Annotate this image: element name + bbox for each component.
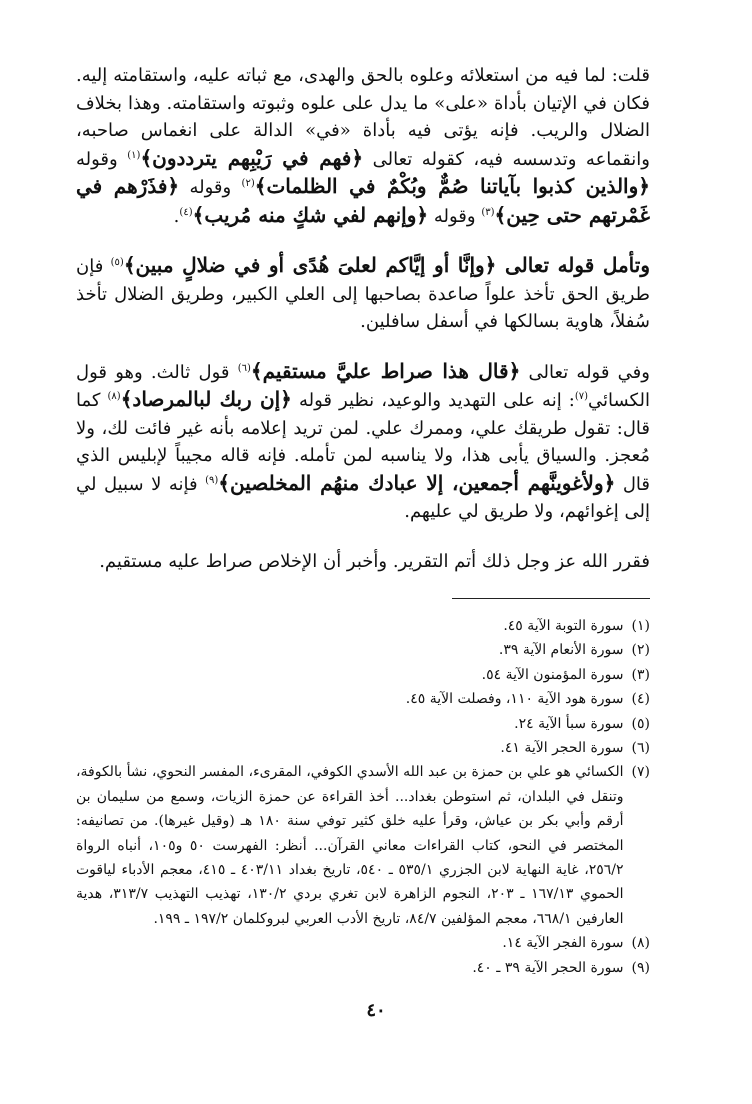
footnote-text: سورة الحجر الآية ٤١. [500, 740, 624, 757]
footnote-ref: (٥) [110, 257, 124, 268]
footnote-text: سورة هود الآية ١١٠، وفصلت الآية ٤٥. [405, 691, 624, 708]
footnote-item [76, 614, 650, 638]
footnote-ref: (١) [127, 149, 141, 161]
text-segment: وقوله [76, 148, 128, 170]
quran-verse: ﴿وإنهم لفي شكٍ منه مُريب﴾ [192, 202, 429, 227]
text-segment: : إنه على التهديد والوعيد، نظير قوله [291, 390, 575, 411]
footnote-number: (٨) [631, 935, 650, 952]
footnote-text: الكسائي هو علي بن حمزة بن عبد الله الأسدي الكوفي، المقرىء، المفسر النحوي، نشأ بالكوفة، وتنقل في البلدان، ثم استوطن بغداد... أخذ القراءة عن حمزة الزيات، وسمع من سليمان بن أرقم وأبي بكر بن عياش، وقرأ عليه خلق كثير توفي سنة ١٨٠ هـ (وقيل غيرها). من تصانيفه: المختصر في النحو، كتاب القراءات معاني القرآن... أنظر: الفهرست ٥٠ و١٠٥، أنباه الرواة ٢٥٦/٢، غاية النهاية لابن الجزري ٥٣٥/١ ـ ٥٤٠، تاريخ بغداد ٤٠٣/١١ ـ ٤١٥، معجم الأدباء لياقوت الحموي ١٦٧/١٣ ـ ٢٠٣، النجوم الزاهرة لابن تغري بردي ١٣٠/٢، تهذيب التهذيب ٣١٣/٧، هدية العارفين ٦٦٨/١، معجم المؤلفين ٨٤/٧، تاريخ الأدب العربي لبروكلمان ١٩٧/٢ ـ ١٩٩. [76, 764, 624, 927]
footnote-item [76, 760, 650, 931]
main-text [76, 62, 650, 597]
footnote-text: سورة المؤمنون الآية ٥٤. [481, 666, 624, 683]
quran-verse: ﴿والذين كذبوا بآياتنا صُمٌّ وبُكْمٌ في الظلمات﴾ [254, 174, 650, 198]
paragraph [76, 358, 650, 526]
quran-verse: ﴿قال هذا صراط عليَّ مستقيم﴾ [250, 358, 521, 383]
footnote-number: (٧) [631, 764, 650, 781]
text-segment: . [173, 205, 180, 227]
quran-verse: ﴿فذَرْهم في غَمْرتهم حتى حِين﴾ [76, 174, 650, 227]
text-segment: وفي قوله تعالى [520, 361, 650, 383]
text-segment: قول ثالث. وهو قول الكسائي [76, 361, 650, 411]
text-segment: فقرر الله عز وجل ذلك أتم التقرير. وأخبر أن الإخلاص صراط عليه مستقيم. [99, 550, 650, 572]
quran-verse: وتأمل قوله تعالى [496, 253, 651, 277]
footnote-ref: (٨) [107, 391, 121, 402]
footnote-number: (٢) [631, 642, 650, 659]
footnote-number: (١) [631, 618, 650, 634]
footnote-ref: (٣) [481, 206, 495, 218]
footnote-text: سورة الأنعام الآية ٣٩. [498, 642, 624, 659]
footnote-ref: (٦) [237, 362, 251, 374]
footnote-item [76, 736, 650, 760]
paragraph [76, 252, 650, 336]
paragraph [76, 548, 650, 576]
footnote-ref: (٧) [574, 391, 588, 402]
footnote-number: (٩) [631, 959, 650, 976]
footnote-item [76, 956, 650, 980]
footnotes [76, 614, 650, 980]
text-segment: كما قال: تقول طريقك علي، وممرك علي. لمن تريد إعلامه بأنه غير فائت لك، ولا مُعجز. والسياق يأبى هذا، ولا يناسبه لمن تأمله. فإنه قاله مجيباً لإبليس الذي قال [76, 390, 651, 495]
footnote-item [76, 931, 650, 955]
footnote-number: (٥) [631, 715, 650, 732]
footnote-item [76, 687, 650, 711]
footnote-number: (٤) [631, 691, 650, 708]
paragraph [76, 62, 650, 230]
footnote-ref: (٢) [241, 178, 255, 189]
quran-verse: ﴿ولأغوينَّهم أجمعين، إلا عبادك منهُم المخلصين﴾ [218, 470, 616, 495]
quran-verse: ﴿وإنَّا أو إيَّاكم لعلىَ هُدًى أو في ضلالٍ مبين﴾ [123, 253, 497, 277]
footnote-text: سورة سبأ الآية ٢٤. [514, 715, 624, 732]
page-number: ٤٠ [366, 1000, 386, 1021]
footnote-number: (٣) [631, 666, 650, 683]
footnote-item [76, 638, 650, 662]
footnote-text: سورة الفجر الآية ١٤. [502, 935, 624, 952]
text-segment: وقوله [179, 177, 242, 198]
footnote-separator [452, 598, 650, 599]
footnote-number: (٦) [631, 740, 650, 757]
text-segment: وقوله [428, 205, 482, 227]
footnote-item [76, 712, 650, 736]
footnote-text: سورة التوبة الآية ٤٥. [503, 618, 624, 634]
footnote-ref: (٩) [205, 474, 219, 486]
quran-verse: ﴿فهم في رَيْبِهم يترددون﴾ [140, 145, 364, 170]
footnote-item [76, 663, 650, 687]
footnote-text: سورة الحجر الآية ٣٩ ـ ٤٠. [472, 959, 624, 976]
footnote-ref: (٤) [179, 206, 193, 218]
quran-verse: ﴿إن ربك لبالمرصاد﴾ [120, 387, 292, 411]
text-segment: قلت: لما فيه من استعلائه وعلوه بالحق والهدى، مع ثباته عليه، واستقامته إليه. فكان في الإتيان بأداة «على» ما يدل على علوه وثبوته واستقامته. وهذا بخلاف الضلال والريب. فإنه يؤتى فيه بأداة «في» الدالة على انغماس صاحبه، وانقماعه وتدسسه فيه، كقوله تعالى [76, 65, 651, 170]
text-segment: فإنه لا سبيل لي إلى إغوائهم، ولا طريق لي عليهم. [76, 473, 650, 522]
text-segment: فإن طريق الحق تأخذ علواً صاعدة بصاحبها إلى العلي الكبير، وطريق الضلال تأخذ سُفلاً، هاوية بسالكها في أسفل سافلين. [76, 256, 650, 332]
